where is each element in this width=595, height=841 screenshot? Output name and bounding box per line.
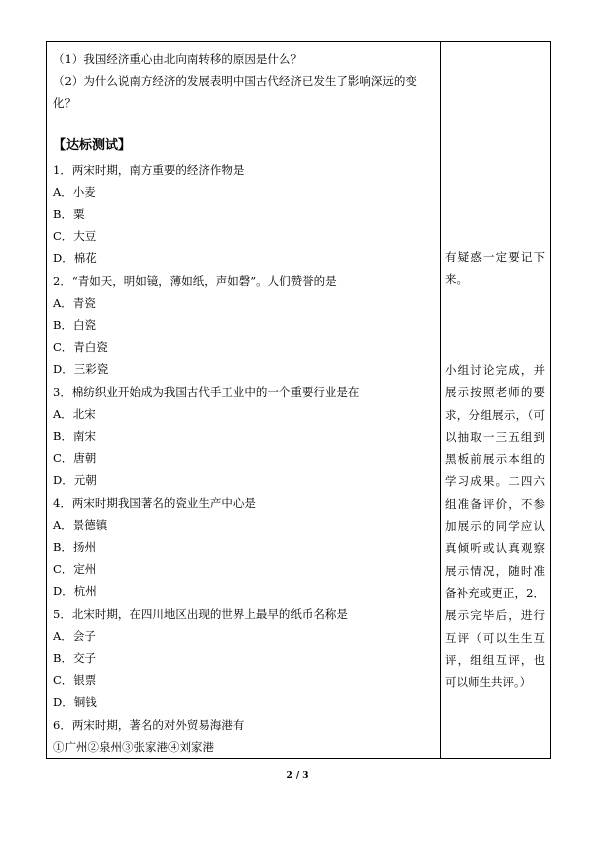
item: D．杭州 <box>53 584 97 599</box>
item: 1．两宋时期，南方重要的经济作物是 <box>53 162 245 177</box>
item: D．棉花 <box>53 251 97 266</box>
main-column <box>53 48 437 758</box>
item: ①广州②泉州③张家港④刘家港 <box>53 739 214 754</box>
column-divider <box>440 41 441 759</box>
item: 5．北宋时期，在四川地区出现的世界上最早的纸币名称是 <box>53 606 348 621</box>
item: C．定州 <box>53 562 97 577</box>
item: 4．两宋时期我国著名的瓷业生产中心是 <box>53 495 256 510</box>
item: C．唐朝 <box>53 451 97 466</box>
side-note-2: 小组讨论完成，并展示按照老师的要求，分组展示，（可以抽取一三五组到黑板前展示本组的学习成果。二四六组准备评价，不参加展示的同学应认真倾听或认真观察展示情况，随时准备补充或更正，2．展示完毕后，进行互评（可以生生互评，组组互评，也可以师生共评。） <box>445 363 545 690</box>
item: C．青白瓷 <box>53 340 108 355</box>
question-1: （1）我国经济重心由北向南转移的原因是什么？ <box>53 52 302 66</box>
item: B．南宋 <box>53 429 96 444</box>
item: B．交子 <box>53 651 96 666</box>
item: B．粟 <box>53 207 85 222</box>
item: A．北宋 <box>53 406 96 421</box>
item: A．会子 <box>53 628 96 643</box>
item: D．元朝 <box>53 473 97 488</box>
side-note-2-container <box>445 359 545 693</box>
side-note-1-container <box>445 246 545 291</box>
item: B．扬州 <box>53 540 96 555</box>
item: D．铜钱 <box>53 695 97 710</box>
test-items <box>53 159 437 758</box>
item: A．小麦 <box>53 184 96 199</box>
section-heading: 【达标测试】 <box>53 137 132 153</box>
question-2: （2）为什么说南方经济的发展表明中国古代经济已发生了影响深远的变化？ <box>53 74 417 111</box>
page-number: 2 / 3 <box>286 771 309 781</box>
item: 2．“青如天，明如镜，薄如纸，声如磬”。人们赞誉的是 <box>53 273 337 288</box>
item: A．景德镇 <box>53 517 108 532</box>
side-note-1: 有疑惑一定要记下来。 <box>445 250 545 287</box>
item: D．三彩瓷 <box>53 362 109 377</box>
item: 3．棉纺织业开始成为我国古代手工业中的一个重要行业是在 <box>53 384 360 399</box>
item: 6．两宋时期，著名的对外贸易海港有 <box>53 717 245 732</box>
item: C．大豆 <box>53 229 97 244</box>
item: C．银票 <box>53 673 97 688</box>
item: B．白瓷 <box>53 318 96 333</box>
item: A．青瓷 <box>53 295 96 310</box>
